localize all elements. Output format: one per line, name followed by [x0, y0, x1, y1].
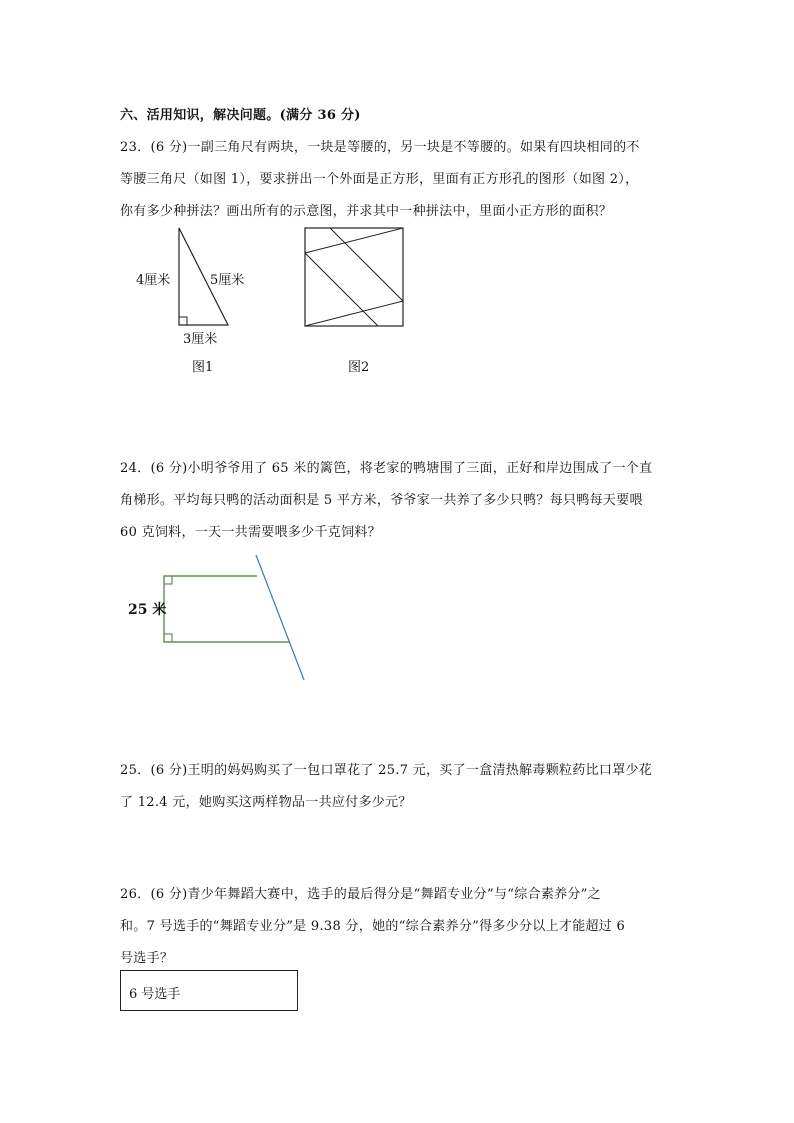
fig1-bottom-label: 3厘米 [183, 332, 218, 347]
river-bank-line [256, 555, 304, 680]
player-6-table [120, 970, 298, 1011]
fig1-hyp-label: 5厘米 [210, 273, 245, 288]
outer-square [305, 228, 403, 326]
q26-line-2: 和。7 号选手的“舞蹈专业分”是 9.38 分，她的“综合素养分”得多少分以上才能超过 6 [120, 919, 626, 934]
fig2-line-1 [305, 253, 378, 326]
q23-line-1: 23．(6 分)一副三角尺有两块，一块是等腰的，另一块是不等腰的。如果有四块相同的不 [120, 140, 640, 155]
right-angle-mark-bottom [164, 634, 172, 642]
right-angle-mark-top [164, 576, 172, 584]
q24-line-2: 角梯形。平均每只鸭的活动面积是 5 平方米，爷爷家一共养了多少只鸭？每只鸭每天要喂 [120, 493, 643, 508]
fig2-caption: 图2 [348, 360, 370, 375]
figure-1-triangle [130, 222, 270, 356]
figure-trapezoid-pond [120, 550, 320, 689]
figure-2-square [304, 227, 406, 333]
height-label: 25 米 [128, 602, 167, 618]
section-title: 六、活用知识，解决问题。(满分 36 分) [120, 108, 361, 123]
q26-line-3: 号选手？ [120, 951, 174, 966]
fig2-line-3 [330, 228, 403, 301]
q24-line-1: 24．(6 分)小明爷爷用了 65 米的篱笆，将老家的鸭塘围了三面，正好和岸边围成了一个直 [120, 461, 653, 476]
q25-line-2: 了 12.4 元，她购买这两样物品一共应付多少元？ [120, 795, 412, 810]
q25-line-1: 25．(6 分)王明的妈妈购买了一包口罩花了 25.7 元，买了一盒清热解毒颗粒药比口罩少花 [120, 763, 653, 778]
q23-line-3: 你有多少种拼法？画出所有的示意图，并求其中一种拼法中，里面小正方形的面积？ [120, 204, 613, 219]
q26-line-1: 26．(6 分)青少年舞蹈大赛中，选手的最后得分是“舞蹈专业分”与“综合素养分”之 [120, 887, 601, 902]
fig2-line-4 [305, 228, 403, 253]
player-6-label: 6 号选手 [129, 987, 181, 1002]
fig1-caption: 图1 [192, 360, 214, 375]
q24-line-3: 60 克饲料，一天一共需要喂多少千克饲料？ [120, 525, 381, 540]
right-angle-mark [179, 317, 187, 325]
q23-line-2: 等腰三角尺（如图 1），要求拼出一个外面是正方形，里面有正方形孔的图形（如图 2）， [120, 172, 639, 187]
fig2-line-2 [305, 301, 403, 326]
fence-line [164, 576, 290, 642]
fig1-left-label: 4厘米 [136, 273, 171, 288]
